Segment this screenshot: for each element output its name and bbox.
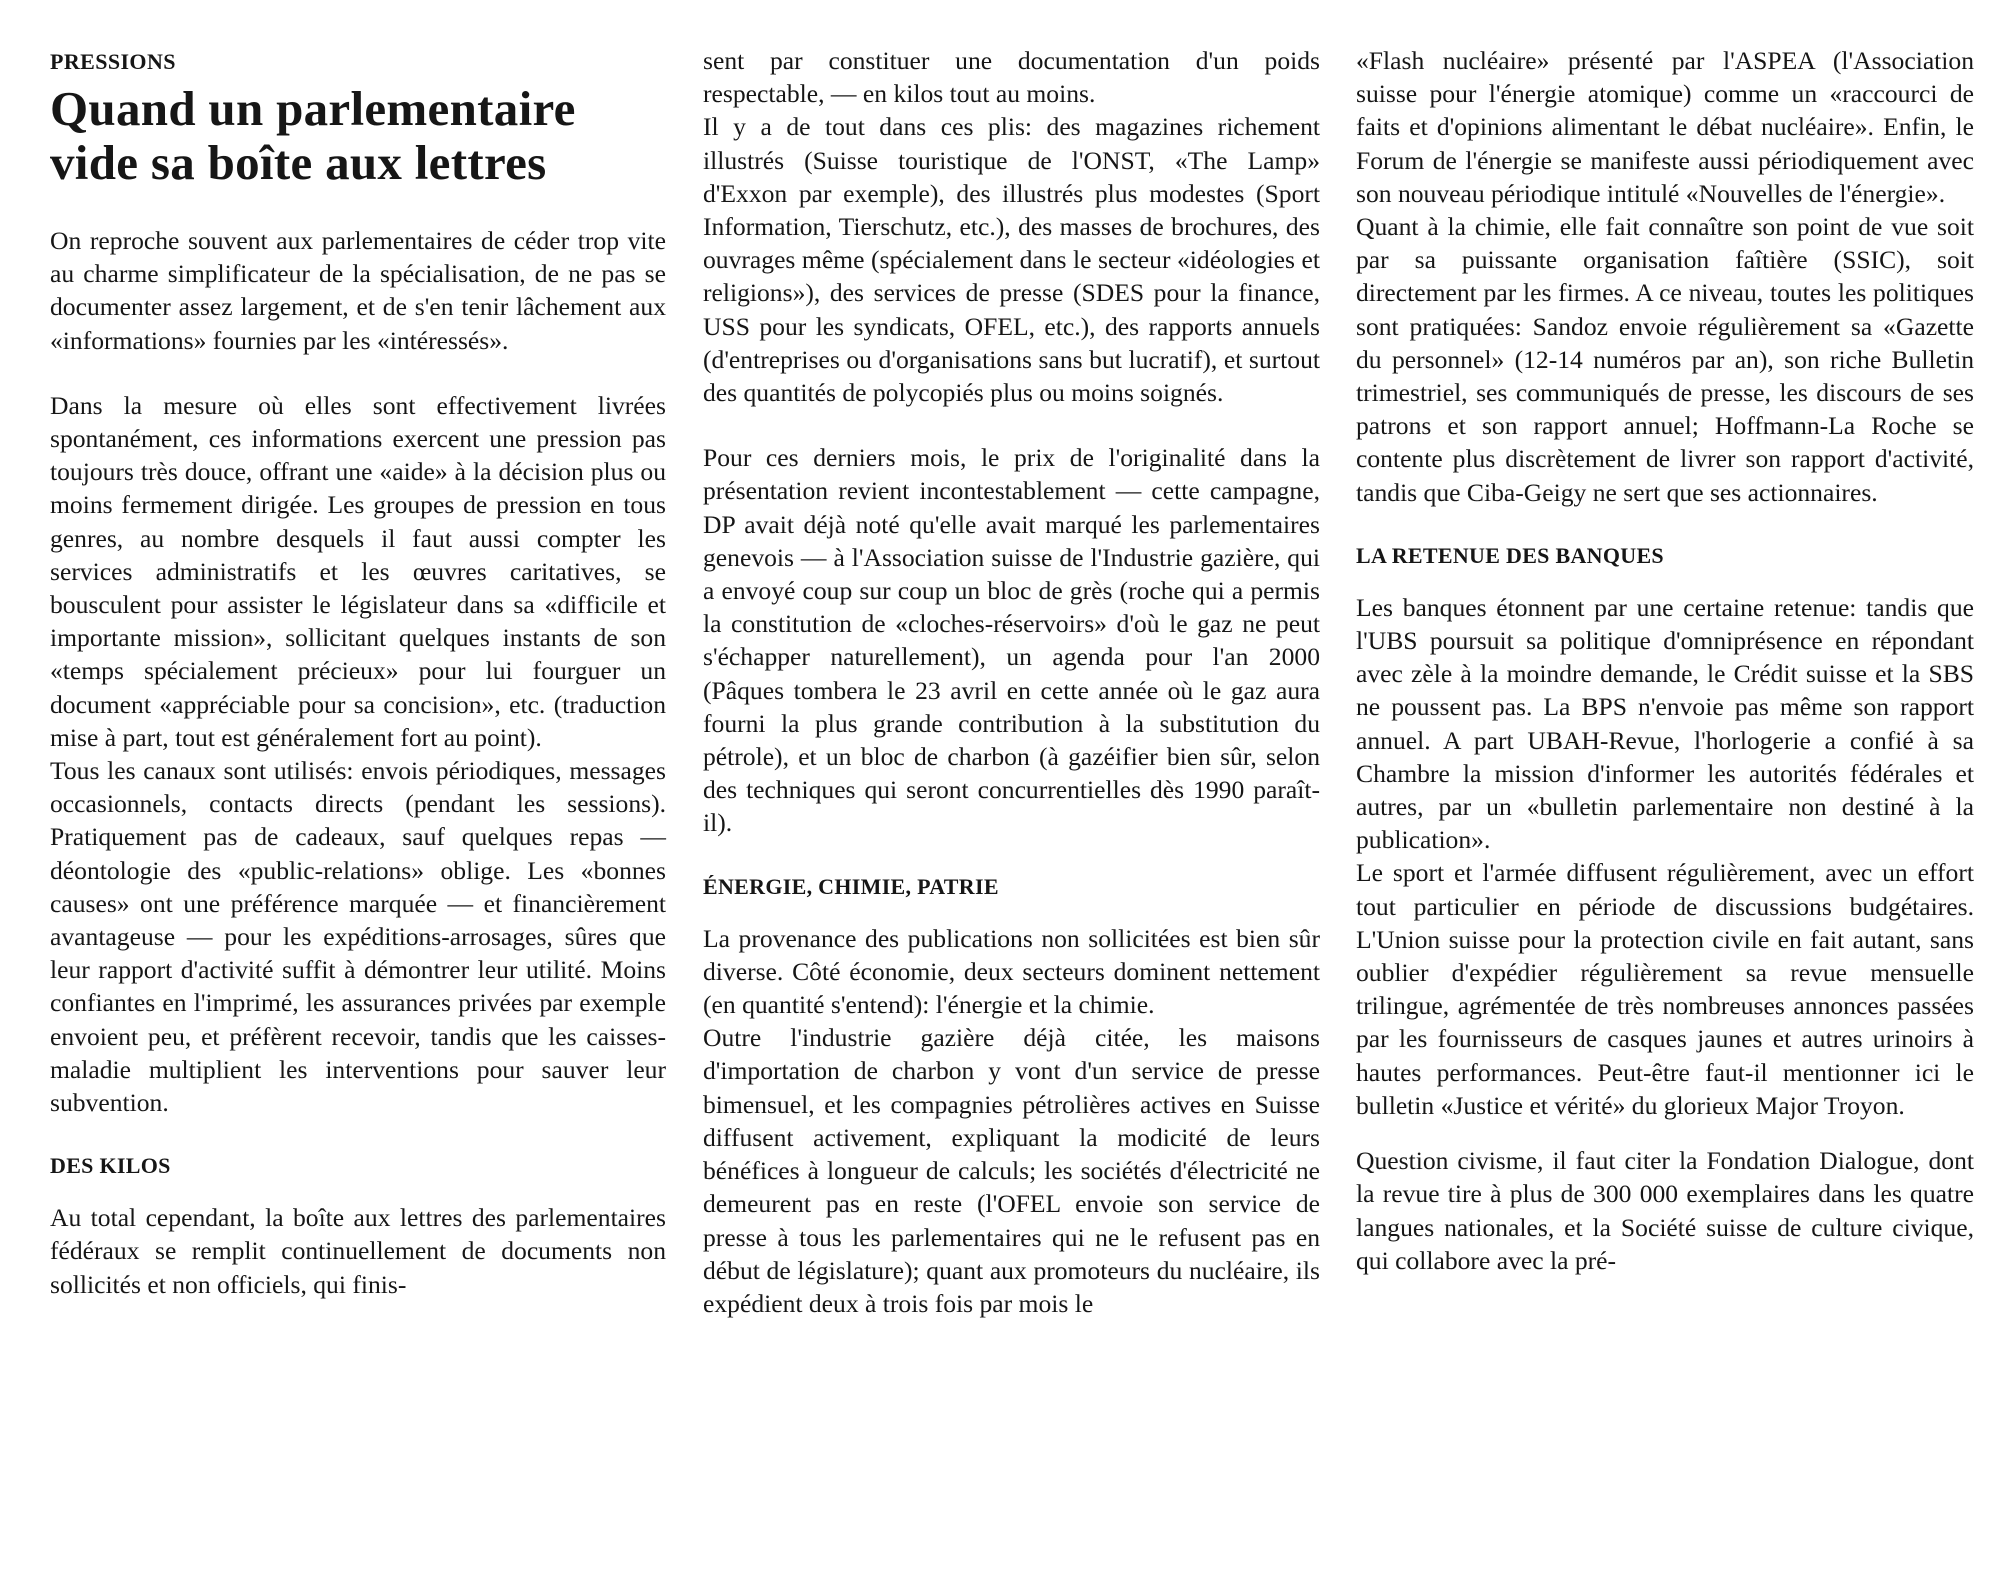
paragraph: sent par constituer une documentation d'un poids respectable, — en kilos tout au moins.	[703, 46, 1320, 109]
paragraph: Il y a de tout dans ces plis: des magazines richement illustrés (Suisse touristique de l'ONST, «The Lamp» d'Exxon par exemple), des illustrés plus modestes (Sport Information, Tierschutz, etc.), des masses de brochures, des ouvrages même (spécialement dans le secteur «idéologies et religions»), des services de presse (SDES pour la finance, USS pour les syndicats, OFEL, etc.), des rapports annuels (d'entreprises ou d'organisations sans but lucratif), et surtout des quantités de polycopiés plus ou moins soignés.	[703, 112, 1320, 408]
column-3	[1356, 44, 1974, 1277]
paragraph: Pour ces derniers mois, le prix de l'originalité dans la présentation revient incontestablement — cette campagne, DP avait déjà noté qu'elle avait marqué les parlementaires genevois — à l'Association suisse de l'Industrie gazière, qui a envoyé coup sur coup un bloc de grès (roche qui a permis la constitution de «cloches-réservoirs» d'où le gaz ne peut s'échapper naturellement), un agenda pour l'an 2000 (Pâques tombera le 23 avril en cette année où le gaz aura fourni la plus grande contribution à la substitution du pétrole), et un bloc de charbon (à gazéifier bien sûr, selon des techniques qui seront concurrentielles dès 1990 paraît-il).	[703, 443, 1320, 838]
paragraph: Le sport et l'armée diffusent régulièrement, avec un effort tout particulier en période de discussions budgétaires. L'Union suisse pour la protection civile en fait autant, sans oublier d'expédier régulièrement sa revue mensuelle trilingue, agrémentée de très nombreuses annonces passées par les fournisseurs de casques jaunes et autres urinoirs à hautes performances. Peut-être faut-il mentionner ici le bulletin «Justice et vérité» du glorieux Major Troyon.	[1356, 858, 1974, 1120]
subheading-energie-chimie-patrie: ÉNERGIE, CHIMIE, PATRIE	[703, 873, 999, 899]
column-2	[703, 44, 1320, 1320]
subheading-des-kilos: DES KILOS	[50, 1153, 171, 1179]
paragraph: Quant à la chimie, elle fait connaître son point de vue soit par sa puissante organisation faîtière (SSIC), soit directement par les firmes. A ce niveau, toutes les politiques sont pratiquées: Sandoz envoie régulièrement sa «Gazette du personnel» (12-14 numéros par an), son riche Bulletin trimestriel, ses communiqués de presse, les discours de ses patrons et son rapport annuel; Hoffmann-La Roche se contente plus discrètement de livrer son rapport d'activité, tandis que Ciba-Geigy ne sert que ses actionnaires.	[1356, 212, 1974, 507]
section-rubric: PRESSIONS	[50, 49, 176, 74]
paragraph: La provenance des publications non sollicitées est bien sûr diverse. Côté économie, deux secteurs dominent nettement (en quantité s'entend): l'énergie et la chimie.	[703, 923, 1320, 1020]
paragraph: Les banques étonnent par une certaine retenue: tandis que l'UBS poursuit sa politique d'omniprésence en répondant avec zèle à la moindre demande, le Crédit suisse et la SBS ne poussent pas. La BPS n'envoie pas même son rapport annuel. A part UBAH-Revue, l'horlogerie a confié à sa Chambre la mission d'informer les autorités fédérales et autres, par un «bulletin parlementaire non destiné à la publication».	[1356, 592, 1974, 855]
column-1	[50, 44, 666, 1301]
paragraph: On reproche souvent aux parlementaires de céder trop vite au charme simplificateur de la spécialisation, de ne pas se documenter assez largement, et de s'en tenir lâchement aux «informations» fournies par les «intéressés».	[50, 226, 666, 355]
subheading-retenue-des-banques: LA RETENUE DES BANQUES	[1356, 542, 1664, 568]
paragraph: Au total cependant, la boîte aux lettres des parlementaires fédéraux se remplit continuellement de documents non sollicités et non officiels, qui finis-	[50, 1203, 666, 1299]
paragraph: Outre l'industrie gazière déjà citée, les maisons d'importation de charbon y vont d'un service de presse bimensuel, et les compagnies pétrolières actives en Suisse diffusent activement, expliquant la modicité de leurs bénéfices à longueur de calculs; les sociétés d'électricité ne demeurent pas en reste (l'OFEL envoie son service de presse à tous les parlementaires qui ne le refusent pas en début de législature); quant aux promoteurs du nucléaire, ils expédient deux à trois fois par mois le	[703, 1023, 1320, 1318]
paragraph: «Flash nucléaire» présenté par l'ASPEA (l'Association suisse pour l'énergie atomique) comme un «raccourci de faits et d'opinions alimentant le débat nucléaire». Enfin, le Forum de l'énergie se manifeste aussi périodiquement avec son nouveau périodique intitulé «Nouvelles de l'énergie».	[1356, 46, 1974, 208]
article-headline: Quand un parlementaire vide sa boîte aux lettres	[50, 81, 576, 190]
paragraph: Question civisme, il faut citer la Fondation Dialogue, dont la revue tire à plus de 300 000 exemplaires dans les quatre langues nationales, et la Société suisse de culture civique, qui collabore avec la pré-	[1356, 1146, 1974, 1275]
paragraph: Dans la mesure où elles sont effectivement livrées spontanément, ces informations exercent une pression pas toujours très douce, offrant une «aide» à la décision plus ou moins fermement dirigée. Les groupes de pression en tous genres, au nombre desquels il faut aussi compter les services administratifs et les œuvres caritatives, se bousculent pour assister le législateur dans sa «difficile et importante mission», sollicitant quelques instants de son «temps spécialement précieux» pour lui fourguer un document «appréciable pour sa concision», etc. (traduction mise à part, tout est généralement fort au point).	[50, 390, 666, 752]
paragraph: Tous les canaux sont utilisés: envois périodiques, messages occasionnels, contacts directs (pendant les sessions). Pratiquement pas de cadeaux, sauf quelques repas — déontologie des «public-relations» oblige. Les «bonnes causes» ont une préférence marquée — et financièrement avantageuse — pour les expéditions-arrosages, sûres que leur rapport d'activité suffit à démontrer leur utilité. Moins confiantes en l'imprimé, les assurances privées par exemple envoient peu, et préfèrent recevoir, tandis que les caisses-maladie multiplient les interventions pour sauver leur subvention.	[50, 756, 666, 1118]
